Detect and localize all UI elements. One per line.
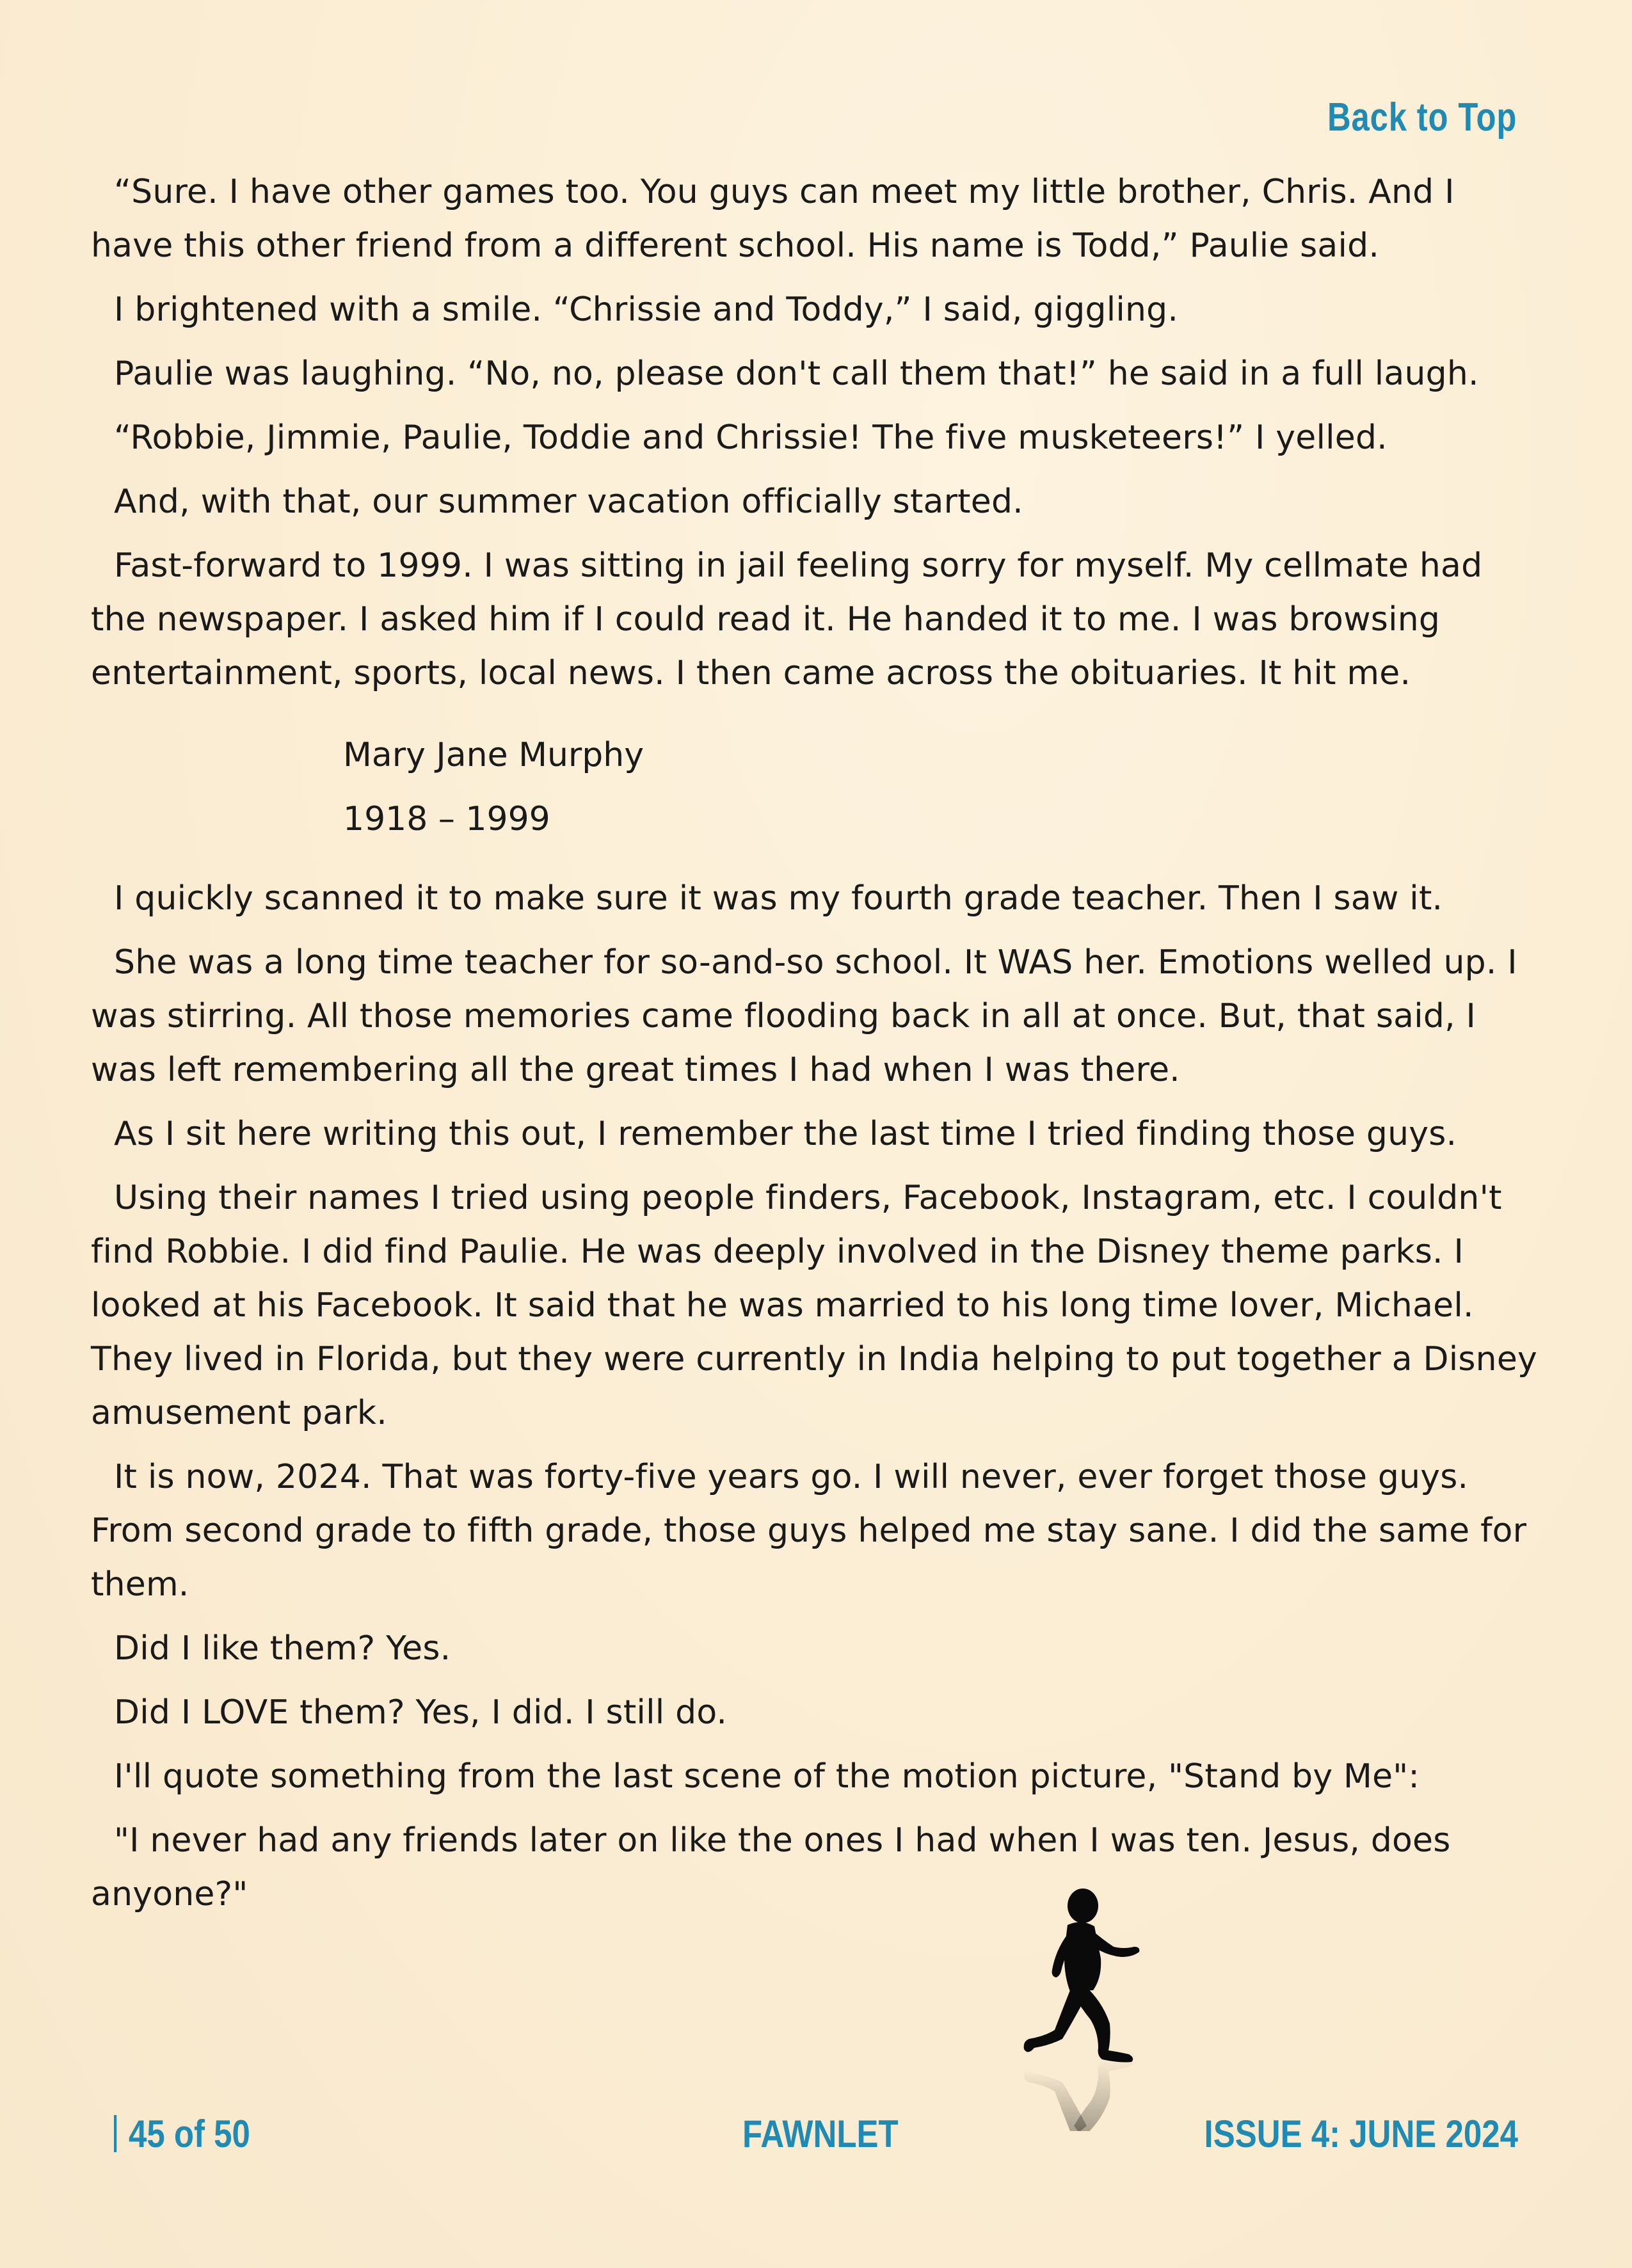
paragraph: I quickly scanned it to make sure it was my fourth grade teacher. Then I saw it. <box>114 879 1443 918</box>
paragraph: She was a long time teacher for so-and-so school. It WAS her. Emotions welled up. I was stirring. All those memories came flooding back in all at once. But, that said, I was left remembering all the great times I had when I was there. <box>91 943 1517 1089</box>
paragraph: And, with that, our summer vacation officially started. <box>114 483 1023 521</box>
paragraph: Did I LOVE them? Yes, I did. I still do. <box>114 1693 728 1732</box>
running-boy-silhouette-icon <box>998 1888 1165 2131</box>
paragraph: Fast-forward to 1999. I was sitting in jail feeling sorry for myself. My cellmate had the newspaper. I asked him if I could read it. He handed it to me. I was browsing entertainment, sports, local news. I then came across the obituaries. It hit me. <box>91 547 1483 692</box>
obituary-name: Mary Jane Murphy <box>343 736 644 774</box>
paragraph: Did I like them? Yes. <box>114 1629 451 1668</box>
footer-divider <box>114 2115 116 2152</box>
page-number <box>114 2112 250 2156</box>
obituary-block <box>343 728 1537 846</box>
paragraph: “Sure. I have other games too. You guys can meet my little brother, Chris. And I have this other friend from a different school. His name is Todd,” Paulie said. <box>91 173 1455 265</box>
paragraph: As I sit here writing this out, I remember the last time I tried finding those guys. <box>114 1115 1457 1153</box>
paragraph: I'll quote something from the last scene of the motion picture, "Stand by Me": <box>114 1757 1420 1796</box>
paragraph: “Robbie, Jimmie, Paulie, Toddie and Chrissie! The five musketeers!” I yelled. <box>114 419 1388 457</box>
paragraph: I brightened with a smile. “Chrissie and Toddy,” I said, giggling. <box>114 291 1179 329</box>
paragraph: It is now, 2024. That was forty-five years go. I will never, ever forget those guys. From second grade to fifth grade, those guys helped me stay sane. I did the same for them. <box>91 1458 1527 1604</box>
paragraph: Using their names I tried using people finders, Facebook, Instagram, etc. I couldn't find Robbie. I did find Paulie. He was deeply involved in the Disney theme parks. I looked at his Facebook. It said that he was married to his long time lover, Michael. They lived in Florida, but they were currently in India helping to put together a Disney amusement park. <box>91 1179 1537 1432</box>
obituary-years: 1918 – 1999 <box>343 800 550 838</box>
paragraph: Paulie was laughing. “No, no, please don't call them that!” he said in a full laugh. <box>114 355 1479 393</box>
back-to-top-link[interactable]: Back to Top <box>1327 95 1517 140</box>
page-footer <box>0 2112 1632 2163</box>
magazine-title: FAWNLET <box>742 2112 899 2155</box>
issue-label: ISSUE 4: JUNE 2024 <box>1204 2112 1518 2155</box>
story-body <box>91 165 1537 1931</box>
paragraph: "I never had any friends later on like the ones I had when I was ten. Jesus, does anyone?" <box>91 1821 1451 1913</box>
page-number-text: 45 of 50 <box>128 2112 250 2155</box>
